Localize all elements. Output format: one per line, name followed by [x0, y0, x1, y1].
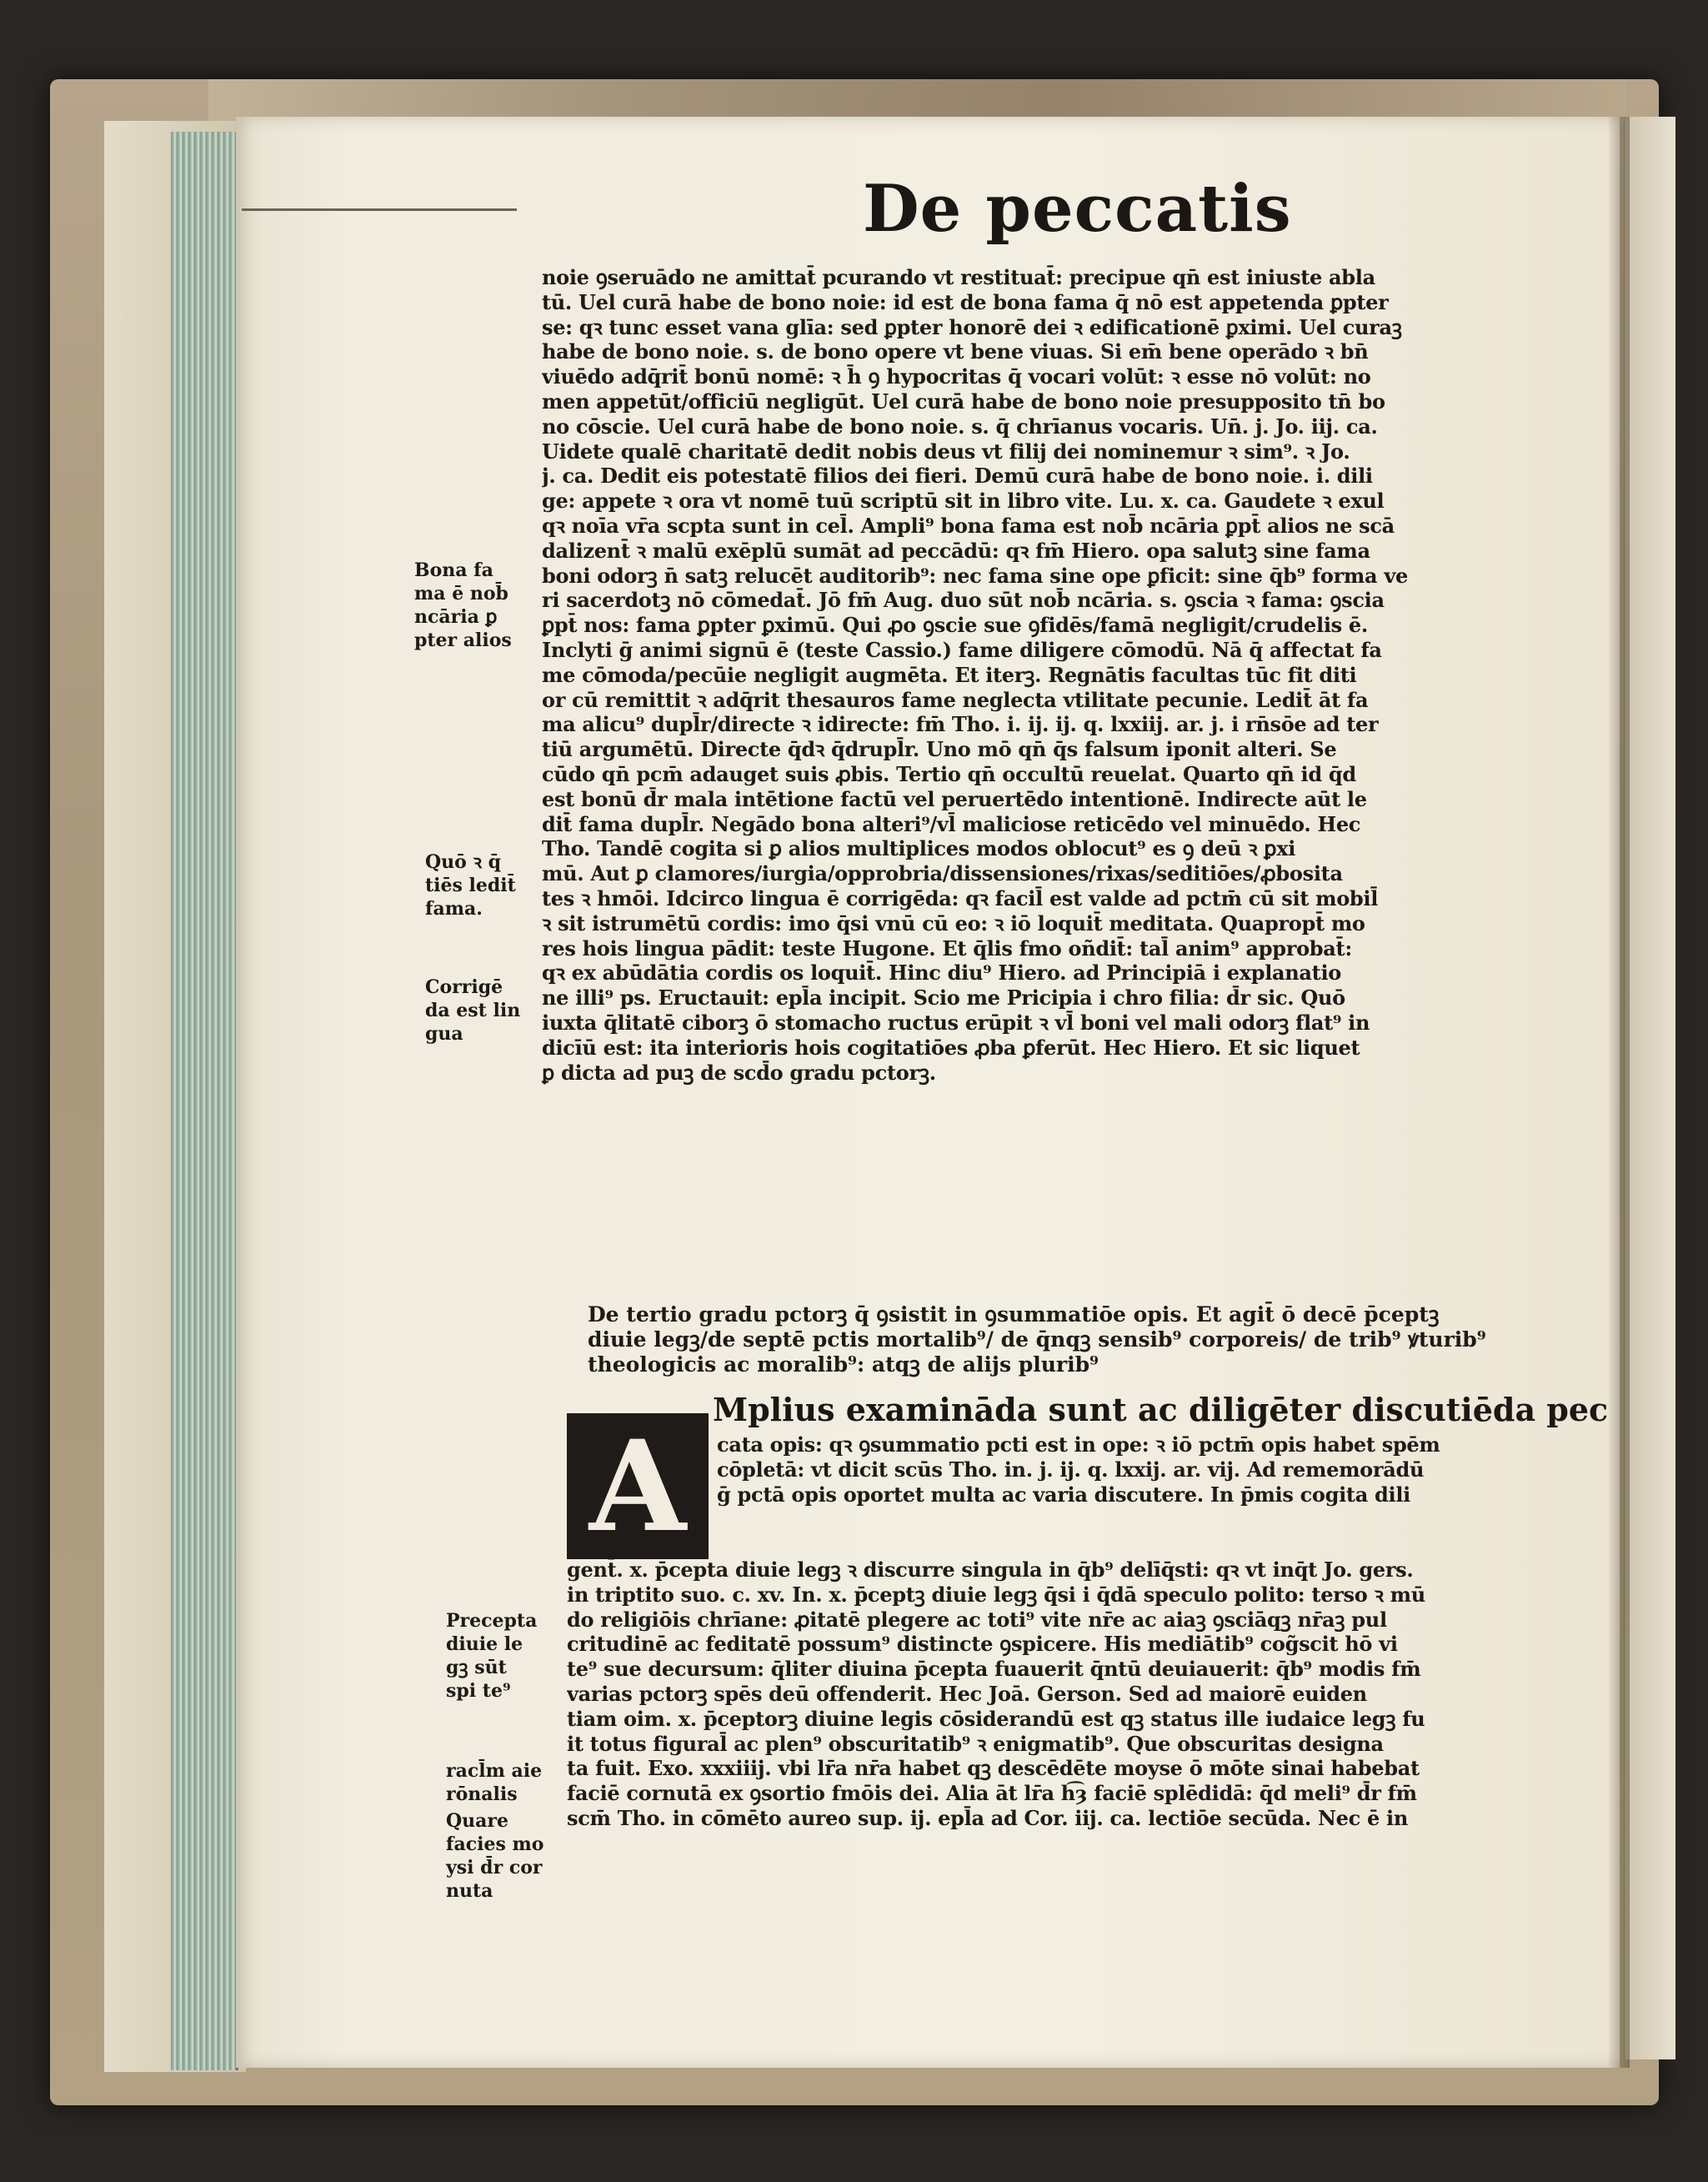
text-line: habe de bono noie. s. de bono opere vt bene viuas. Si em̄ bene operādo ꝛ bn̄: [542, 339, 1369, 364]
text-line: ri sacerdotꝫ nō cōmedat̄. Jō fm̄ Aug. duo sūt nob̄ ncāria. s. ꝯscia ꝛ fama: ꝯscia: [542, 588, 1385, 613]
text-line: cōpletā: vt dicit scūs Tho. in. j. ij. q. lxxij. ar. vij. Ad rememorādū: [717, 1457, 1425, 1482]
text-line: faciē cornutā ex ꝯsortio fmōis dei. Alia āt lr̄a h͡ȝ faciē splēdidā: q̄d meli⁹ d̄r fm̄: [567, 1781, 1417, 1806]
text-line: me cōmoda/pecūie negligit augmēta. Et iterꝫ. Regnātis facultas tūc fit diti: [542, 662, 1357, 687]
marginal-note: [425, 850, 533, 920]
text-line: dicīū est: ita interioris hois cogitatiōes ꝓba ꝑferūt. Hec Hiero. Et sic liquet: [542, 1035, 1360, 1060]
text-line: viuēdo adq̄rit̄ bonū nomē: ꝛ h̄ ꝯ hypocritas q̄ vocari volūt: ꝛ esse nō volūt: no: [542, 364, 1371, 389]
marginal-line: Precepta: [446, 1610, 538, 1632]
text-line: it totus figural̄ ac plen⁹ obscuritatib⁹ ꝛ enigmatib⁹. Que obscuritas designa: [567, 1731, 1384, 1756]
text-line: est bonū d̄r mala intētione factū vel peruertēdo intentionē. Indirecte aūt le: [542, 786, 1367, 811]
marginal-line: nuta: [446, 1880, 493, 1902]
marginal-line: ma ē nob̄: [414, 583, 508, 604]
text-line: te⁹ sue decursum: q̄liter diuina p̄cepta fuauerit q̄ntū deuiauerit: q̄b⁹ modis fm̄: [567, 1657, 1421, 1682]
text-line: qꝛ noīa vr̄a scpta sunt in cel̄. Ampli⁹ bona fama est nob̄ ncāria ꝑpt̄ alios ne scā: [542, 513, 1395, 538]
marginal-line: spi te⁹: [446, 1680, 511, 1702]
text-line: j. ca. Dedit eis potestatē filios dei fieri. Demū curā habe de bono noie. i. dili: [542, 464, 1373, 489]
text-line: Tho. Tandē cogita si ꝑ alios multiplices modos oblocut⁹ es ꝯ deū ꝛ ꝑxi: [542, 836, 1296, 861]
text-line: tiam oim. x. p̄ceptorꝫ diuine legis cōsiderandū est qꝫ status ille iudaice legꝫ fu: [567, 1706, 1425, 1731]
text-line: boni odorꝫ n̄ satꝫ relucēt auditorib⁹: nec fama sine ope ꝑficit: sine q̄b⁹ forma ve: [542, 563, 1408, 588]
text-line: ne illi⁹ ps. Eructauit: epl̄a incipit. Scio me Pricipia i chro filia: d̄r sic. Quō: [542, 986, 1345, 1011]
marginal-line: gua: [425, 1023, 463, 1045]
heading-line: diuie legꝫ/de septē pctis mortalib⁹/ de q̄nqꝫ sensib⁹ corporeis/ de trib⁹ ꝟturib⁹: [588, 1327, 1486, 1352]
marginal-line: Corrigē: [425, 976, 503, 998]
text-line: mū. Aut ꝑ clamores/iurgia/opprobria/dissensiones/rixas/seditiōes/ꝓbosita: [542, 861, 1343, 886]
marginal-line: tiēs ledit̄: [425, 875, 516, 896]
marginal-note: [446, 1609, 554, 1703]
marginal-line: fama.: [425, 898, 483, 920]
marginal-line: rōnalis: [446, 1783, 518, 1805]
marginal-line: pter alios: [414, 630, 512, 651]
main-text-block: [542, 265, 1575, 1085]
text-line: men appetūt/officiū negligūt. Uel curā habe de bono noie presupposito tn̄ bo: [542, 389, 1385, 414]
text-line: iuxta q̄litatē ciborꝫ ō stomacho ructus erūpit ꝛ vl̄ boni vel mali odorꝫ flat⁹ in: [542, 1010, 1370, 1035]
marginal-line: ncāria ꝑ: [414, 606, 498, 628]
text-line: ta fuit. Exo. xxxiiij. vbi lr̄a nr̄a habet qꝫ descēdēte moyse ō mōte sinai habebat: [567, 1756, 1420, 1781]
text-line: Uidete qualē charitatē dedit nobis deus vt filij dei nominemur ꝛ sim⁹. ꝛ Jo.: [542, 439, 1350, 464]
marginal-note: [414, 559, 523, 652]
facing-page-edge: [1625, 117, 1675, 2059]
text-line: tes ꝛ hmōi. Idcirco lingua ē corrigēda: qꝛ facil̄ est valde ad pctm̄ cū sit mobil̄: [542, 885, 1379, 910]
text-line: tiū argumētū. Directe q̄dꝛ q̄drupl̄r. Uno mō qn̄ q̄s falsum iponit alteri. Se: [542, 737, 1337, 762]
marginal-line: Quare: [446, 1810, 509, 1832]
initial-letter: A: [589, 1412, 687, 1560]
rule-mark: [242, 208, 517, 211]
marginal-line: Quō ꝛ q̄: [425, 851, 501, 873]
section-heading: [588, 1302, 1588, 1377]
marginal-line: facies mo: [446, 1833, 544, 1855]
text-line: res hois lingua pādit: teste Hugone. Et q̄lis fmo oñdit̄: tal̄ anim⁹ approbat̄:: [542, 936, 1352, 961]
text-line: dit̄ fama dupl̄r. Negādo bona alteri⁹/vl̄ maliciose reticēdo vel minuēdo. Hec: [542, 811, 1361, 836]
marginal-line: da est lin: [425, 1000, 521, 1021]
marginal-note: [425, 976, 533, 1046]
text-line: or cū remittit ꝛ adq̄rit thesauros fame neglecta vtilitate pecunie. Ledit̄ āt fa: [542, 687, 1369, 712]
text-line: do religiōis chrīane: ꝓitatē plegere ac toti⁹ vite nr̄e ac aiaꝫ ꝯsciāqꝫ nr̄aꝫ pul: [567, 1607, 1387, 1632]
text-line: noie ꝯseruādo ne amittat̄ pcurando vt restituat̄: precipue qn̄ est iniuste abla: [542, 265, 1375, 289]
marginal-line: gꝫ sūt: [446, 1657, 507, 1678]
text-line: ma alicu⁹ dupl̄r/directe ꝛ idirecte: fm̄ Tho. i. ij. ij. q. lxxiij. ar. j. i rn̄sōe ad ter: [542, 712, 1379, 737]
marginal-line: racl̄m aie: [446, 1760, 543, 1782]
decorated-initial: [567, 1413, 709, 1559]
text-line: qꝛ ex abūdātia cordis os loquit̄. Hinc diu⁹ Hiero. ad Principiā i explanatio: [542, 961, 1341, 986]
marginal-line: ysi d̄r cor: [446, 1857, 543, 1879]
text-line: gent̄. x. p̄cepta diuie legꝫ ꝛ discurre singula in q̄b⁹ delīq̄sti: qꝛ vt inq̄t Jo. gers.: [567, 1557, 1414, 1582]
incipit-line: Mplius examināda sunt ac diligēter discutiēda pec: [713, 1391, 1609, 1428]
text-line: ꝑ dicta ad puꝫ de scd̄o gradu pctorꝫ.: [542, 1060, 936, 1085]
text-line: ꝛ sit istrumētū cordis: imo q̄si vnū cū eo: ꝛ iō loquit̄ meditata. Quapropt̄ mo: [542, 910, 1365, 936]
running-title: De peccatis: [863, 171, 1292, 247]
text-line: scm̄ Tho. in cōmēto aureo sup. ij. epl̄a ad Cor. iij. ca. lectiōe secūda. Nec ē in: [567, 1805, 1408, 1830]
text-line: cata opis: qꝛ ꝯsummatio pcti est in ope: ꝛ iō pctm̄ opis habet spēm: [717, 1432, 1440, 1457]
initial-text-block: [717, 1432, 1575, 1507]
marginal-line: diuie le: [446, 1633, 523, 1655]
gutter-shadow: [1609, 117, 1630, 2068]
text-line: Inclyti ḡ animi signū ē (teste Cassio.) fame diligere cōmodū. Nā q̄ affectat fa: [542, 637, 1382, 662]
closing-text-block: [567, 1557, 1580, 1831]
text-line: ꝑpt̄ nos: fama ꝑpter ꝑximū. Qui ꝓo ꝯscie sue ꝯfidēs/famā negligit/crudelis ē.: [542, 613, 1368, 638]
marginal-note: [446, 1759, 554, 1806]
page-edges: [171, 132, 238, 2070]
text-line: cūdo qn̄ pcm̄ adauget suis ꝓbis. Tertio qn̄ occultū reuelat. Quarto qn̄ id q̄d: [542, 761, 1356, 786]
text-line: ge: appete ꝛ ora vt nomē tuū scriptū sit in libro vite. Lu. x. ca. Gaudete ꝛ exul: [542, 489, 1385, 514]
text-line: in triptito suo. c. xv. In. x. p̄ceptꝫ diuie legꝫ q̄si i q̄dā speculo polito: terso ꝛ mū: [567, 1582, 1425, 1607]
text-line: se: qꝛ tunc esset vana glīa: sed ꝑpter honorē dei ꝛ edificationē ꝑximi. Uel curaꝫ: [542, 314, 1402, 339]
marginal-note: [446, 1809, 554, 1903]
text-line: ḡ pctā opis oportet multa ac varia discutere. In p̄mis cogita dili: [717, 1482, 1410, 1507]
text-line: critudinē ac feditatē possum⁹ distincte ꝯspicere. His mediātib⁹ cog̃scit hō vi: [567, 1632, 1398, 1657]
heading-line: De tertio gradu pctorꝫ q̄ ꝯsistit in ꝯsummatiōe opis. Et agit̄ ō decē p̄ceptꝫ: [588, 1302, 1440, 1327]
text-line: tū. Uel curā habe de bono noie: id est de bona fama q̄ nō est appetenda ꝑpter: [542, 289, 1389, 314]
text-line: dalizent̄ ꝛ malū exēplū sumāt ad peccādū: qꝛ fm̄ Hiero. opa salutꝫ sine fama: [542, 538, 1370, 563]
marginal-line: Bona fa: [414, 559, 493, 581]
heading-line: theologicis ac moralib⁹: atqꝫ de alijs plurib⁹: [588, 1352, 1099, 1377]
text-line: no cōscie. Uel curā habe de bono noie. s. q̄ chrīanus vocaris. Un̄. j. Jo. iij. ca.: [542, 414, 1378, 439]
text-line: varias pctorꝫ spēs deū offenderit. Hec Joā. Gerson. Sed ad maiorē euiden: [567, 1681, 1367, 1706]
